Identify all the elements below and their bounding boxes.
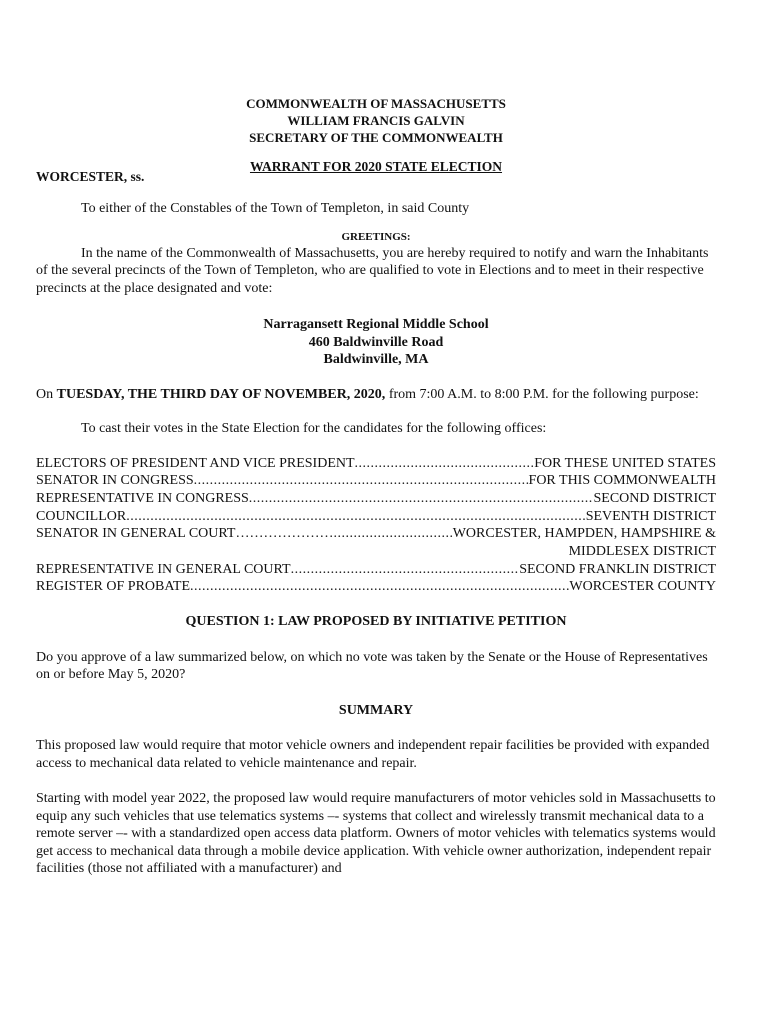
- header-secretary-name: WILLIAM FRANCIS GALVIN: [287, 113, 465, 128]
- question1-heading: QUESTION 1: LAW PROPOSED BY INITIATIVE PETITION: [185, 614, 567, 630]
- office-name: COUNCILLOR: [36, 508, 127, 524]
- warrant-title: WARRANT FOR 2020 STATE ELECTION: [249, 159, 503, 174]
- polling-location: [36, 316, 716, 369]
- title-row: [36, 158, 716, 184]
- dot-leader: [333, 525, 452, 543]
- office-row: [36, 508, 716, 526]
- office-district: FOR THESE UNITED STATES: [534, 455, 716, 471]
- office-district: WORCESTER, HAMPDEN, HAMPSHIRE &: [452, 526, 716, 542]
- office-district-continuation: MIDDLESEX DISTRICT: [568, 544, 716, 560]
- office-row: [36, 578, 716, 596]
- office-row: [36, 455, 716, 473]
- greetings-label: GREETINGS:: [341, 230, 411, 243]
- header-secretary-title: SECRETARY OF THE COMMONWEALTH: [249, 130, 503, 145]
- constables-line: To either of the Constables of the Town of Templeton, in said County: [81, 201, 470, 216]
- office-row: [36, 472, 716, 490]
- warrant-document: [36, 95, 716, 878]
- location-street: 460 Baldwinville Road: [308, 334, 444, 350]
- office-name: ELECTORS OF PRESIDENT AND VICE PRESIDENT: [36, 455, 355, 471]
- dot-leader: [190, 578, 569, 596]
- document-header: [36, 95, 716, 146]
- office-district: WORCESTER COUNTY: [569, 579, 716, 595]
- office-district: SECOND DISTRICT: [593, 490, 716, 506]
- office-row: [36, 490, 716, 508]
- summary-paragraph-1: This proposed law would require that motor vehicle owners and independent repair facilities be provided with expanded access to mechanical data related to vehicle maintenance and repair.: [36, 738, 710, 771]
- header-commonwealth: COMMONWEALTH OF MASSACHUSETTS: [246, 96, 506, 111]
- dot-leader: [355, 455, 535, 473]
- office-district: SECOND FRANKLIN DISTRICT: [519, 561, 716, 577]
- county-label: WORCESTER, ss.: [36, 169, 145, 184]
- office-row: [36, 561, 716, 579]
- summary-paragraph-2: Starting with model year 2022, the proposed law would require manufacturers of motor vehicles sold in Massachusetts to equip any such vehicles that use telematics systems –- systems that collect and wirelessly transmit mechanical data to a remote server –- with a standardized open access data platform. Owners of motor vehicles with telematics systems would get access to mechanical data through a mobile device application. With vehicle owner authorization, independent repair facilities (those not affiliated with a manufacturer) and: [36, 791, 716, 877]
- offices-list: [36, 455, 716, 597]
- office-district: FOR THIS COMMONWEALTH: [528, 473, 716, 489]
- dot-leader: [194, 472, 529, 490]
- location-name: Narragansett Regional Middle School: [263, 317, 489, 332]
- purpose-line: To cast their votes in the State Election for the candidates for the following offices:: [81, 421, 547, 436]
- location-city: Baldwinville, MA: [323, 352, 429, 367]
- date-suffix: from 7:00 A.M. to 8:00 P.M. for the following purpose:: [385, 386, 699, 402]
- dot-leader: [126, 508, 585, 526]
- office-name: REGISTER OF PROBATE: [36, 579, 191, 595]
- office-name: REPRESENTATIVE IN GENERAL COURT: [36, 561, 291, 577]
- intro-paragraph: In the name of the Commonwealth of Massachusetts, you are hereby required to notify and warn the Inhabitants of the several precincts of the Town of Templeton, who are qualified to vote in Elections and to meet in their respective precincts at the place designated and vote:: [36, 245, 709, 296]
- dot-leader: [291, 561, 520, 579]
- office-district: SEVENTH DISTRICT: [585, 508, 716, 524]
- summary-heading: SUMMARY: [338, 702, 414, 718]
- office-name: SENATOR IN GENERAL COURT…………………: [36, 526, 334, 542]
- office-name: REPRESENTATIVE IN CONGRESS: [36, 490, 249, 506]
- election-date: TUESDAY, THE THIRD DAY OF NOVEMBER, 2020,: [56, 386, 386, 402]
- office-name: SENATOR IN CONGRESS: [36, 473, 194, 489]
- date-prefix: On: [36, 386, 57, 402]
- question1-text: Do you approve of a law summarized below, on which no vote was taken by the Senate or the House of Representatives on or before May 5, 2020?: [36, 649, 708, 683]
- date-paragraph: [36, 386, 716, 404]
- office-row: [36, 525, 716, 543]
- dot-leader: [249, 490, 594, 508]
